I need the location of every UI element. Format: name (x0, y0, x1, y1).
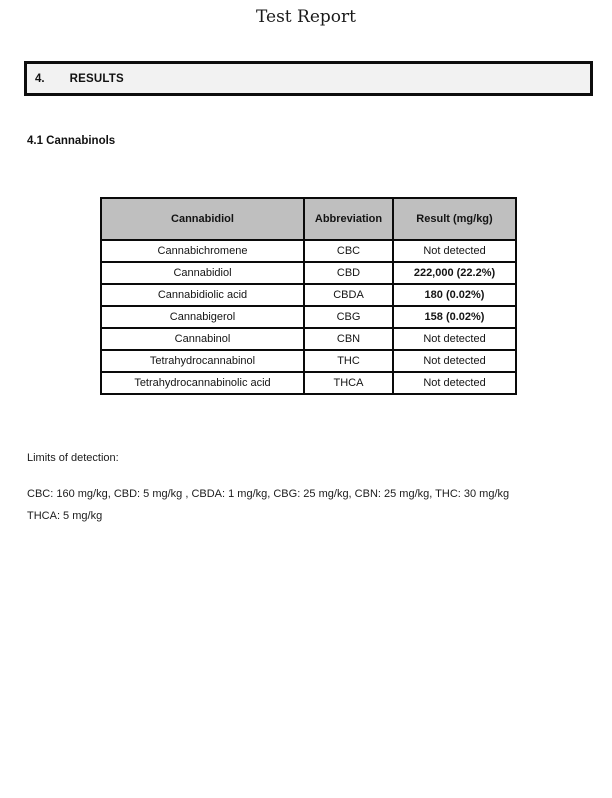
cell-abbreviation: CBD (304, 262, 393, 284)
subsection-title: 4.1 Cannabinols (27, 135, 116, 147)
cell-compound-name: Cannabigerol (101, 306, 304, 328)
section-number: 4. (35, 72, 45, 85)
table-row (101, 350, 516, 372)
col-header-result: Result (mg/kg) (393, 198, 516, 240)
cell-result: 158 (0.02%) (393, 306, 516, 328)
page-title: Test Report (256, 7, 356, 27)
cell-abbreviation: CBC (304, 240, 393, 262)
col-header-abbreviation: Abbreviation (304, 198, 393, 240)
cell-compound-name: Cannabidiolic acid (101, 284, 304, 306)
cell-abbreviation: THCA (304, 372, 393, 394)
cell-result: 222,000 (22.2%) (393, 262, 516, 284)
cell-result: Not detected (393, 350, 516, 372)
limits-of-detection-values (27, 483, 587, 527)
table-header-row (101, 198, 516, 240)
cell-result: 180 (0.02%) (393, 284, 516, 306)
table-row (101, 262, 516, 284)
cell-abbreviation: CBDA (304, 284, 393, 306)
section-title: RESULTS (69, 72, 124, 85)
limits-of-detection-label: Limits of detection: (27, 452, 119, 464)
cell-result: Not detected (393, 372, 516, 394)
col-header-cannabidiol: Cannabidiol (101, 198, 304, 240)
table-row (101, 240, 516, 262)
cell-compound-name: Cannabinol (101, 328, 304, 350)
cell-abbreviation: THC (304, 350, 393, 372)
table-row (101, 328, 516, 350)
cell-compound-name: Cannabidiol (101, 262, 304, 284)
table-row (101, 284, 516, 306)
table-row (101, 306, 516, 328)
cannabinols-table (100, 197, 517, 395)
table-row (101, 372, 516, 394)
section-header-results (24, 61, 593, 96)
cell-compound-name: Tetrahydrocannabinolic acid (101, 372, 304, 394)
cell-abbreviation: CBN (304, 328, 393, 350)
cell-compound-name: Cannabichromene (101, 240, 304, 262)
limits-line-2: THCA: 5 mg/kg (27, 510, 103, 522)
cell-abbreviation: CBG (304, 306, 393, 328)
cell-result: Not detected (393, 328, 516, 350)
cell-result: Not detected (393, 240, 516, 262)
limits-line-1: CBC: 160 mg/kg, CBD: 5 mg/kg , CBDA: 1 mg/kg, CBG: 25 mg/kg, CBN: 25 mg/kg, THC: 30 mg/kg (27, 488, 510, 500)
cell-compound-name: Tetrahydrocannabinol (101, 350, 304, 372)
